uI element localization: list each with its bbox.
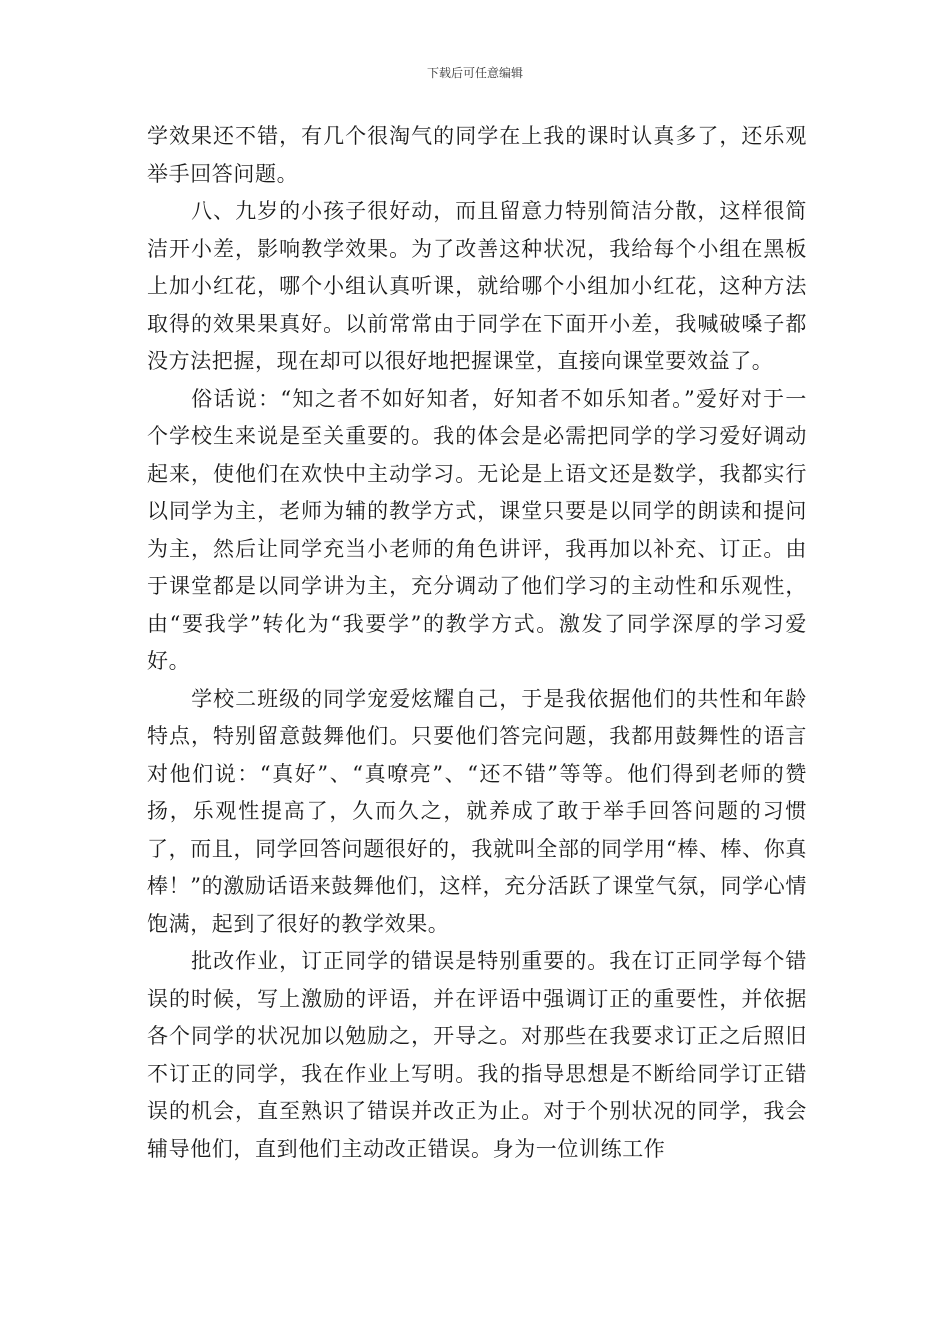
paragraph-3: 俗话说：“知之者不如好知者，好知者不如乐知者。”爱好对于一个学校生来说是至关重要的。我的体会是必需把同学的学习爱好调动起来，使他们在欢快中主动学习。无论是上语文还是数学，我都实行以同学为主，老师为辅的教学方式，课堂只要是以同学的朗读和提问为主，然后让同学充当小老师的角色讲评，我再加以补充、订正。由于课堂都是以同学讲为主，充分调动了他们学习的主动性和乐观性，由“要我学”转化为“我要学”的教学方式。激发了同学深厚的学习爱好。 <box>147 386 807 673</box>
paragraph-2: 八、九岁的小孩子很好动，而且留意力特别简洁分散，这样很简洁开小差，影响教学效果。为了改善这种状况，我给每个小组在黑板上加小红花，哪个小组认真听课，就给哪个小组加小红花，这种方法取得的效果果真好。以前常常由于同学在下面开小差，我喊破嗓子都没方法把握，现在却可以很好地把握课堂，直接向课堂要效益了。 <box>147 199 807 373</box>
page-header: 下载后可任意编辑 <box>426 66 523 80</box>
paragraph-4: 学校二班级的同学宠爱炫耀自己，于是我依据他们的共性和年龄特点，特别留意鼓舞他们。只要他们答完问题，我都用鼓舞性的语言对他们说：“真好”、“真嘹亮”、“还不错”等等。他们得到老师的赞扬，乐观性提高了，久而久之，就养成了敢于举手回答问题的习惯了，而且，同学回答问题很好的，我就叫全部的同学用“棒、棒、你真棒！”的激励话语来鼓舞他们，这样，充分活跃了课堂气氛，同学心情饱满，起到了很好的教学效果。 <box>147 686 807 936</box>
paragraph-1: 学效果还不错，有几个很淘气的同学在上我的课时认真多了，还乐观举手回答问题。 <box>147 124 807 186</box>
document-body <box>147 118 807 1168</box>
paragraph-5: 批改作业，订正同学的错误是特别重要的。我在订正同学每个错误的时候，写上激励的评语，并在评语中强调订正的重要性，并依据各个同学的状况加以勉励之，开导之。对那些在我要求订正之后照旧不订正的同学，我在作业上写明。我的指导思想是不断给同学订正错误的机会，直至熟识了错误并改正为止。对于个别状况的同学，我会辅导他们，直到他们主动改正错误。身为一位训练工作 <box>147 949 807 1161</box>
